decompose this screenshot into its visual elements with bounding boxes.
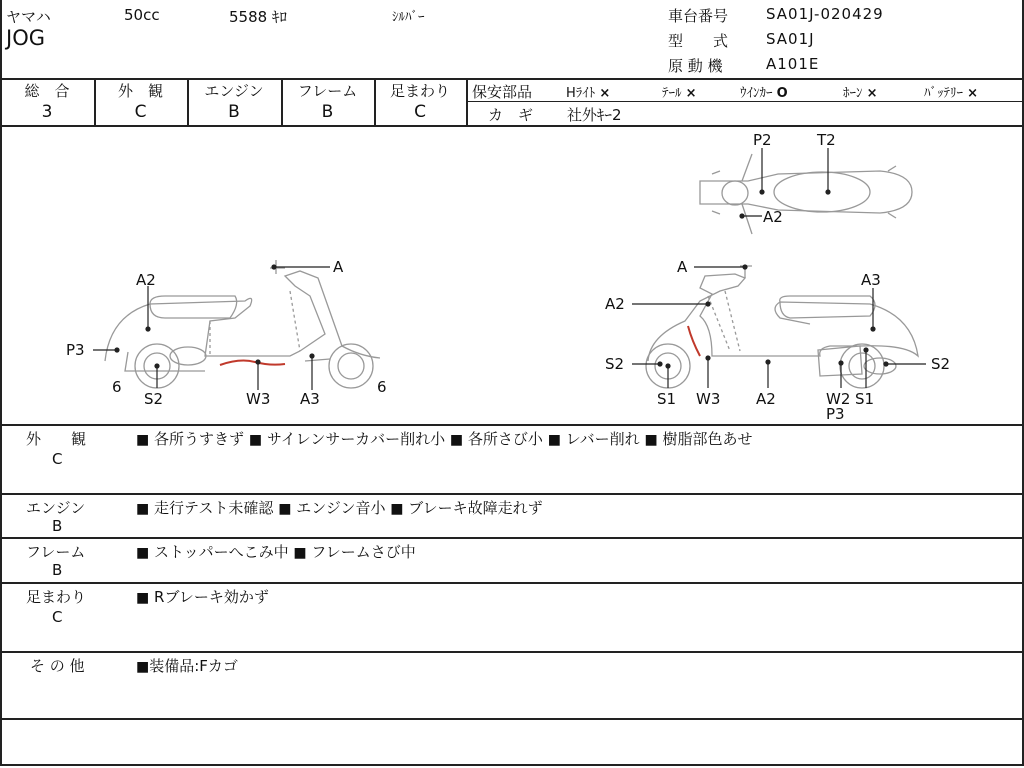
diagram-label: S1	[657, 390, 677, 408]
detail-items: ■装備品:Fカゴ	[136, 657, 238, 675]
diagram-label: S2	[931, 355, 951, 373]
detail-category: 足まわり	[26, 588, 87, 606]
safety-item-name: ﾃｰﾙ	[662, 86, 682, 101]
detail-items: ■ 各所うすきず ■ サイレンサーカバー削れ小 ■ 各所さび小 ■ レバー削れ ■ 樹脂部色あせ	[136, 430, 753, 448]
safety-item-mark: ×	[599, 86, 611, 101]
detail-grade: B	[52, 561, 63, 579]
detail-category: そ の 他	[30, 657, 85, 675]
diagram-label: P2	[753, 131, 772, 149]
grade-value: 3	[41, 102, 53, 122]
diagram-label: W3	[246, 390, 271, 408]
key-value: 社外ｷｰ2	[567, 106, 622, 124]
detail-grade: C	[52, 608, 63, 626]
diagram-label: S1	[855, 390, 875, 408]
detail-category: フレーム	[26, 543, 86, 561]
safety-item-name: Hﾗｲﾄ	[566, 86, 596, 101]
safety-item	[924, 82, 978, 101]
condition-diagram	[0, 126, 1024, 426]
safety-item-mark: ×	[685, 86, 697, 101]
grade-label: フレーム	[297, 82, 358, 100]
diagram-label: P3	[66, 341, 85, 359]
grade-value: B	[228, 102, 240, 122]
diagram-label: A2	[763, 208, 783, 226]
grade-value: C	[134, 102, 147, 122]
grade-label: 足まわり	[389, 82, 450, 100]
grade-label: エンジン	[204, 82, 264, 100]
diagram-label: P3	[826, 405, 845, 423]
frame-number: SA01J-020429	[766, 5, 884, 23]
safety-item	[843, 82, 878, 101]
grade-value: B	[321, 102, 334, 122]
safety-item	[566, 82, 610, 101]
diagram-label: A	[333, 258, 344, 276]
mileage: 5588 ｷﾛ	[229, 8, 287, 26]
safety-item-mark: ×	[866, 86, 878, 101]
diagram-label: S2	[605, 355, 625, 373]
safety-item-name: ﾊﾞｯﾃﾘｰ	[924, 86, 963, 101]
diagram-label: A2	[605, 295, 625, 313]
type-value: SA01J	[766, 30, 815, 48]
safety-item-mark: ×	[967, 86, 979, 101]
diagram-label: 6	[112, 378, 122, 396]
diagram-label: A3	[861, 271, 881, 289]
safety-item	[740, 82, 788, 101]
color: ｼﾙﾊﾞｰ	[392, 10, 425, 25]
grade-label: 総 合	[24, 82, 70, 100]
detail-grade: B	[52, 517, 63, 535]
diagram-label: 6	[377, 378, 387, 396]
key-label: カ ギ	[488, 106, 534, 124]
grade-value: C	[414, 102, 426, 122]
engine-model-value: A101E	[766, 55, 820, 73]
engine-model-label: 原 動 機	[668, 57, 723, 75]
detail-items: ■ ストッパーへこみ中 ■ フレームさび中	[136, 543, 416, 561]
safety-item-mark: O	[776, 86, 788, 101]
diagram-label: T2	[817, 131, 836, 149]
grade-label: 外 観	[117, 82, 163, 100]
diagram-label: A	[677, 258, 688, 276]
diagram-label: A3	[300, 390, 320, 408]
detail-category: 外 観	[26, 430, 87, 448]
frame-number-label: 車台番号	[668, 7, 729, 25]
diagram-label: A2	[136, 271, 156, 289]
displacement: 50cc	[124, 6, 160, 24]
detail-grade: C	[52, 450, 63, 468]
safety-item-name: ﾎｰﾝ	[843, 86, 863, 101]
diagram-label: W3	[696, 390, 721, 408]
detail-category: エンジン	[26, 499, 86, 517]
diagram-label: W2	[826, 390, 851, 408]
diagram-label: S2	[144, 390, 164, 408]
type-label: 型 式	[668, 32, 729, 50]
model-name: JOG	[6, 26, 45, 50]
safety-item-name: ｳｲﾝｶｰ	[740, 86, 773, 101]
safety-parts-label: 保安部品	[472, 83, 533, 101]
maker-name: ヤマハ	[6, 8, 51, 26]
diagram-label: A2	[756, 390, 776, 408]
safety-item	[662, 82, 697, 101]
detail-items: ■ Rブレーキ効かず	[136, 588, 269, 606]
detail-items: ■ 走行テスト未確認 ■ エンジン音小 ■ ブレーキ故障走れず	[136, 499, 543, 517]
